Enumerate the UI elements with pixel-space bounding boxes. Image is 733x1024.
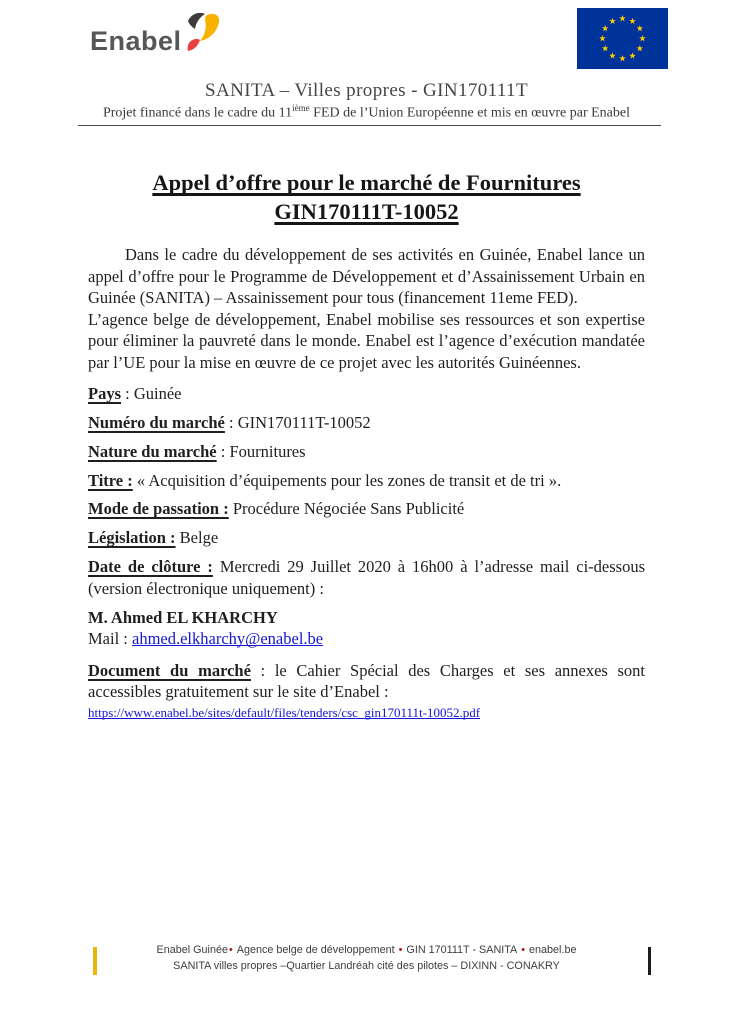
document-field-row bbox=[88, 660, 645, 703]
enabel-logo-text: Enabel bbox=[90, 26, 182, 56]
pdf-link[interactable]: https://www.enabel.be/sites/default/files/tenders/csc_gin170111t-10052.pdf bbox=[88, 705, 481, 721]
field-row bbox=[88, 556, 645, 599]
document-field-value: : le Cahier Spécial des Charges et ses annexes sont accessibles gratuitement sur le site d’Enabel : bbox=[88, 660, 645, 701]
mail-link[interactable]: ahmed.elkharchy@enabel.be bbox=[132, 629, 324, 649]
field-value: : Guinée bbox=[121, 383, 182, 403]
project-subtitle bbox=[88, 103, 645, 122]
mail-label: Mail : bbox=[88, 629, 132, 649]
project-header bbox=[88, 80, 645, 126]
footer-line1 bbox=[88, 942, 645, 959]
enabel-logo-mark-icon bbox=[185, 12, 221, 54]
footer-seg1: Enabel Guinée bbox=[156, 943, 228, 956]
contact-mail-row bbox=[88, 628, 645, 649]
contact-name: M. Ahmed EL KHARCHY bbox=[88, 607, 278, 627]
field-row bbox=[88, 527, 645, 548]
document-title bbox=[88, 168, 645, 227]
footer-bullet-icon: • bbox=[521, 943, 526, 956]
field-value: Belge bbox=[175, 528, 219, 548]
subtitle-superscript: ième bbox=[292, 103, 310, 113]
field-row bbox=[88, 412, 645, 433]
field-value: Procédure Négociée Sans Publicité bbox=[228, 499, 465, 519]
page-footer bbox=[88, 942, 645, 975]
field-value: : Fournitures bbox=[216, 441, 306, 461]
project-title: SANITA – Villes propres - GIN170111T bbox=[205, 80, 528, 101]
subtitle-text-post: FED de l’Union Européenne et mis en œuvre par Enabel bbox=[309, 105, 631, 121]
field-label: Mode de passation : bbox=[88, 499, 229, 519]
footer-seg2: Agence belge de développement bbox=[236, 943, 395, 956]
field-label: Nature du marché bbox=[88, 441, 217, 461]
enabel-logo bbox=[90, 26, 182, 57]
field-label: Pays bbox=[88, 383, 121, 403]
footer-black-bar bbox=[648, 947, 651, 975]
paragraph: Dans le cadre du développement de ses activités en Guinée, Enabel lance un appel d’offre pour le Programme de Développement et d’Assainissement Urbain en Guinée (SANITA) – Assainissement pour tous (financement 11eme FED). bbox=[88, 245, 645, 308]
field-row bbox=[88, 383, 645, 404]
document-field-label: Document du marché bbox=[88, 660, 251, 680]
footer-seg3: GIN 170111T - SANITA bbox=[406, 943, 518, 956]
field-row bbox=[88, 441, 645, 462]
intro-paragraphs bbox=[88, 244, 645, 374]
field-label: Date de clôture : bbox=[88, 557, 213, 577]
paragraph: L’agence belge de développement, Enabel mobilise ses ressources et son expertise pour éliminer la pauvreté dans le monde. Enabel est l’agence d’exécution mandatée par l’UE pour la mise en œuvre de ce projet avec les autorités Guinéennes. bbox=[88, 309, 645, 373]
footer-bullet-icon: • bbox=[228, 943, 233, 956]
footer-seg4: enabel.be bbox=[529, 943, 577, 956]
field-label: Titre : bbox=[88, 470, 133, 490]
footer-bullet-icon: • bbox=[398, 943, 403, 956]
logo-row bbox=[88, 14, 668, 78]
field-row bbox=[88, 470, 645, 491]
field-row bbox=[88, 498, 645, 519]
tender-fields bbox=[88, 383, 645, 600]
field-value: Mercredi 29 Juillet 2020 à 16h00 à l’adresse mail ci-dessous (version électronique uniquement) : bbox=[88, 557, 645, 598]
document-title-line2: GIN170111T-10052 bbox=[274, 199, 459, 225]
field-value: : GIN170111T-10052 bbox=[224, 412, 371, 432]
field-label: Numéro du marché bbox=[88, 412, 225, 432]
footer-gold-bar bbox=[93, 947, 97, 975]
footer-line2: SANITA villes propres –Quartier Landréah cité des pilotes – DIXINN - CONAKRY bbox=[173, 960, 560, 973]
eu-flag-icon bbox=[577, 8, 668, 69]
field-label: Législation : bbox=[88, 528, 176, 548]
subtitle-text-pre: Projet financé dans le cadre du 11 bbox=[102, 105, 293, 121]
field-value: « Acquisition d’équipements pour les zones de transit et de tri ». bbox=[132, 470, 562, 490]
document-title-line1: Appel d’offre pour le marché de Fournitures bbox=[152, 169, 581, 195]
header-rule bbox=[78, 125, 661, 126]
